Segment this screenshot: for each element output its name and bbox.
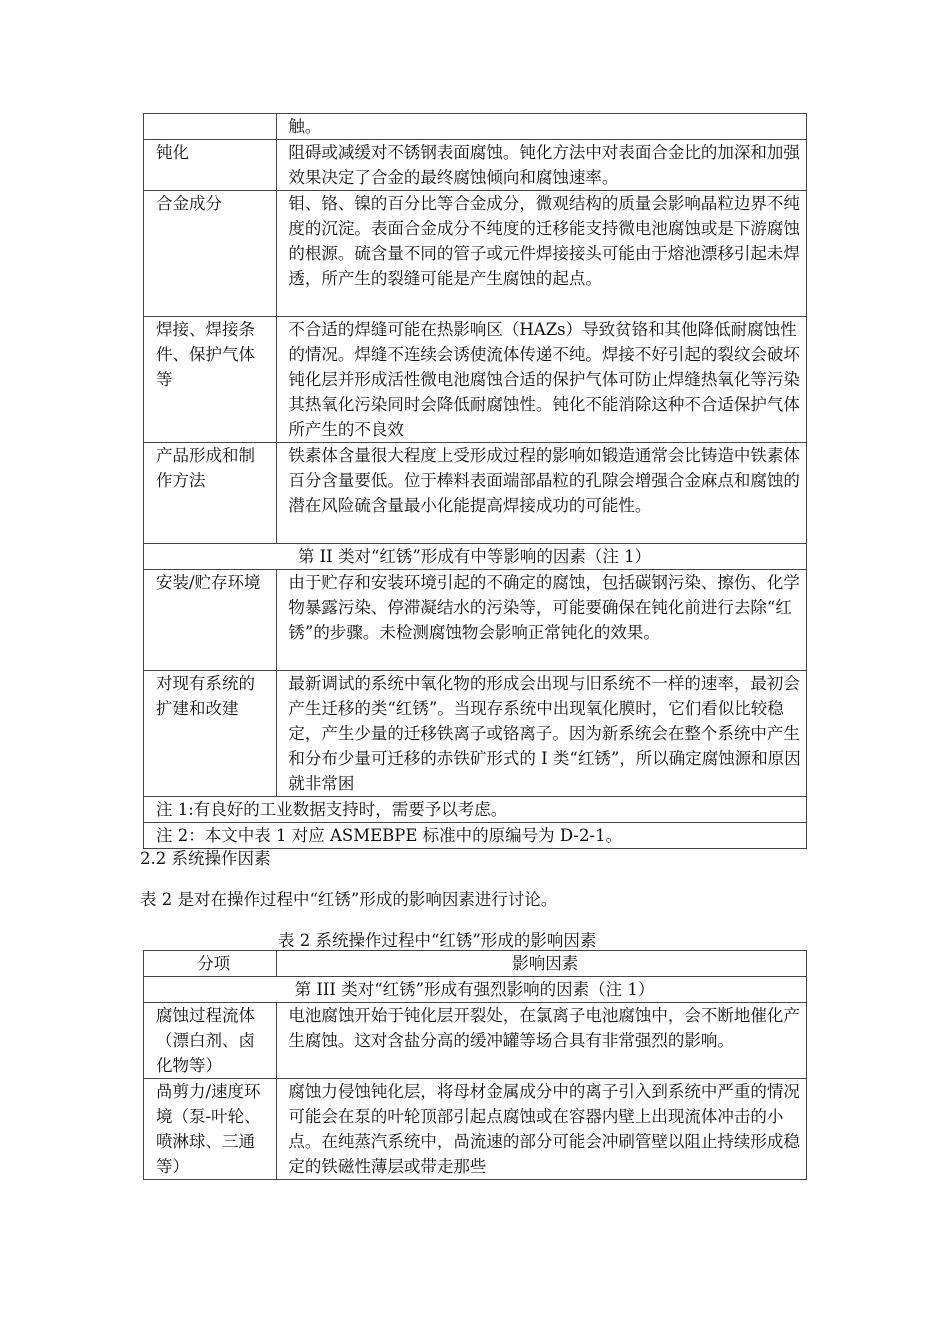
table-row (144, 140, 807, 191)
table-2-caption: 表 2 系统操作过程中“红锈”形成的影响因素 (278, 931, 597, 950)
factor-cell: 对现有系统的扩建和改建 (144, 671, 277, 797)
class-3-heading: 第 III 类对“红锈”形成有强烈影响的因素（注 1） (144, 977, 807, 1003)
column-header-item: 分项 (144, 951, 277, 977)
factors-table-2 (143, 950, 807, 1180)
factor-cell (144, 114, 277, 140)
table-row (144, 671, 807, 797)
note-row (144, 797, 807, 823)
note-1: 注 1:有良好的工业数据支持时，需要予以考虑。 (144, 797, 807, 823)
header-row (144, 951, 807, 977)
class-heading-row (144, 544, 807, 570)
factors-table-1 (143, 113, 807, 849)
effect-text: 最新调试的系统中氧化物的形成会出现与旧系统不一样的速率，最初会产生迁移的类“红锈”。当现存系统中出现氧化膜时，它们看似比较稳定，产生少量的迁移铁离子或铬离子。因为新系统会在整个系统中产生和分布少量可迁移的赤铁矿形式的 I 类“红锈”，所以确定腐蚀源和原因就非常困 (288, 674, 801, 793)
effect-cell: 触。 (277, 114, 807, 140)
table-row (144, 443, 807, 544)
factor-cell: 焊接、焊接条件、保护气体等 (144, 317, 277, 443)
effect-cell: 铁素体含量很大程度上受形成过程的影响如锻造通常会比铸造中铁素体百分含量要低。位于棒料表面端部晶粒的孔隙会增强合金麻点和腐蚀的潜在风险硫含量最小化能提高焊接成功的可能性。 (277, 443, 807, 544)
intro-paragraph: 表 2 是对在操作过程中“红锈”形成的影响因素进行讨论。 (140, 890, 558, 909)
factor-cell: 安装/贮存环境 (144, 570, 277, 671)
class-heading-row (144, 977, 807, 1003)
table-row (144, 1003, 807, 1079)
note-row (144, 823, 807, 849)
effect-text: 腐蚀力侵蚀钝化层，将母材金属成分中的离子引入到系统中严重的情况可能会在泵的叶轮顶部引起点腐蚀或在容器内壁上出现流体冲击的小点。在纯蒸汽系统中，咼流速的部分可能会冲刷管壁以阻止持续形成稳定的铁磁性薄层或带走那些 (288, 1082, 800, 1176)
class-2-heading: 第 II 类对“红锈”形成有中等影响的因素（注 1） (144, 544, 807, 570)
column-header-factor: 影响因素 (277, 951, 807, 977)
effect-cell: 由于贮存和安装环境引起的不确定的腐蚀，包括碳钢污染、擦伤、化学物暴露污染、停滞凝结水的污染等，可能要确保在钝化前进行去除“红锈”的步骤。未检测腐蚀物会影响正常钝化的效果。 (277, 570, 807, 671)
factor-cell: 腐蚀过程流体（漂白剂、卤化物等） (144, 1003, 277, 1079)
section-heading: 2.2 系统操作因素 (140, 849, 271, 868)
table-row (144, 1079, 807, 1180)
factor-cell: 咼剪力/速度环境（泵-叶轮、喷淋球、三通等） (144, 1079, 277, 1180)
factor-cell: 合金成分 (144, 191, 277, 317)
effect-cell (277, 1079, 807, 1180)
effect-cell (277, 671, 807, 797)
table-row (144, 191, 807, 317)
effect-cell (277, 317, 807, 443)
table-row (144, 317, 807, 443)
note-2: 注 2：本文中表 1 对应 ASMEBPE 标准中的原编号为 D-2-1。 (144, 823, 807, 849)
effect-cell: 钼、铬、镍的百分比等合金成分，微观结构的质量会影响晶粒边界不纯度的沉淀。表面合金成分不纯度的迁移能支持微电池腐蚀或是下游腐蚀的根源。硫含量不同的管子或元件焊接接头可能由于熔池漂移引起未焊透，所产生的裂缝可能是产生腐蚀的起点。 (277, 191, 807, 317)
effect-text: 不合适的焊缝可能在热影响区（HAZs）导致贫铬和其他降低耐腐蚀性的情况。焊缝不连续会诱使流体传递不纯。焊接不好引起的裂纹会破坏钝化层并形成活性微电池腐蚀合适的保护气体可防止焊缝热氧化等污染其热氧化污染同时会降低耐腐蚀性。钝化不能消除这种不合适保护气体所产生的不良效 (288, 320, 800, 439)
table-row (144, 114, 807, 140)
effect-cell: 电池腐蚀开始于钝化层开裂处，在氯离子电池腐蚀中，会不断地催化产生腐蚀。这对含盐分高的缓冲罐等场合具有非常强烈的影响。 (277, 1003, 807, 1079)
factor-cell: 产品形成和制作方法 (144, 443, 277, 544)
factor-cell: 钝化 (144, 140, 277, 191)
effect-cell: 阻碍或减缓对不锈钢表面腐蚀。钝化方法中对表面合金比的加深和加强效果决定了合金的最终腐蚀倾向和腐蚀速率。 (277, 140, 807, 191)
table-row (144, 570, 807, 671)
